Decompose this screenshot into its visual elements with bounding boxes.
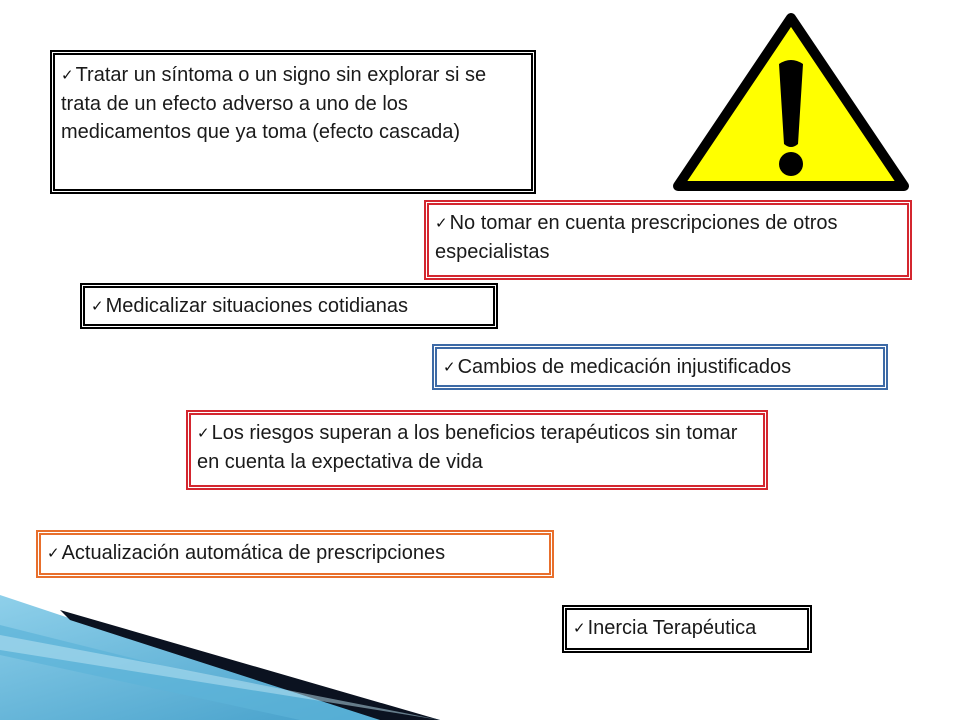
corner-decoration [0,575,440,720]
item-text: Actualización automática de prescripciones [61,542,446,564]
item-text: Cambios de medicación injustificados [457,356,792,378]
checkmark-icon: ✓ [61,67,74,84]
item-text: Medicalizar situaciones cotidianas [105,295,408,317]
item-text: Inercia Terapéutica [587,617,757,639]
checkmark-icon: ✓ [435,215,448,232]
item-box-inercia-terapeutica [562,605,812,653]
item-text: Los riesgos superan a los beneficios terapéuticos sin tomar en cuenta la expectativa de vida [197,422,738,473]
checkmark-icon: ✓ [197,425,210,442]
item-box-otros-especialistas [424,200,912,280]
checkmark-icon: ✓ [91,298,104,315]
item-box-efecto-cascada [50,50,536,194]
item-box-medicalizar [80,283,498,329]
item-box-riesgos-beneficios [186,410,768,490]
warning-triangle-icon [672,12,910,194]
checkmark-icon: ✓ [443,359,456,376]
checkmark-icon: ✓ [573,620,586,637]
item-box-cambios-medicacion [432,344,888,390]
item-box-actualizacion-automatica [36,530,554,578]
checkmark-icon: ✓ [47,545,60,562]
item-text: No tomar en cuenta prescripciones de otros especialistas [435,212,838,263]
item-text: Tratar un síntoma o un signo sin explorar si se trata de un efecto adverso a uno de los medicamentos que ya toma (efecto cascada) [61,64,487,143]
